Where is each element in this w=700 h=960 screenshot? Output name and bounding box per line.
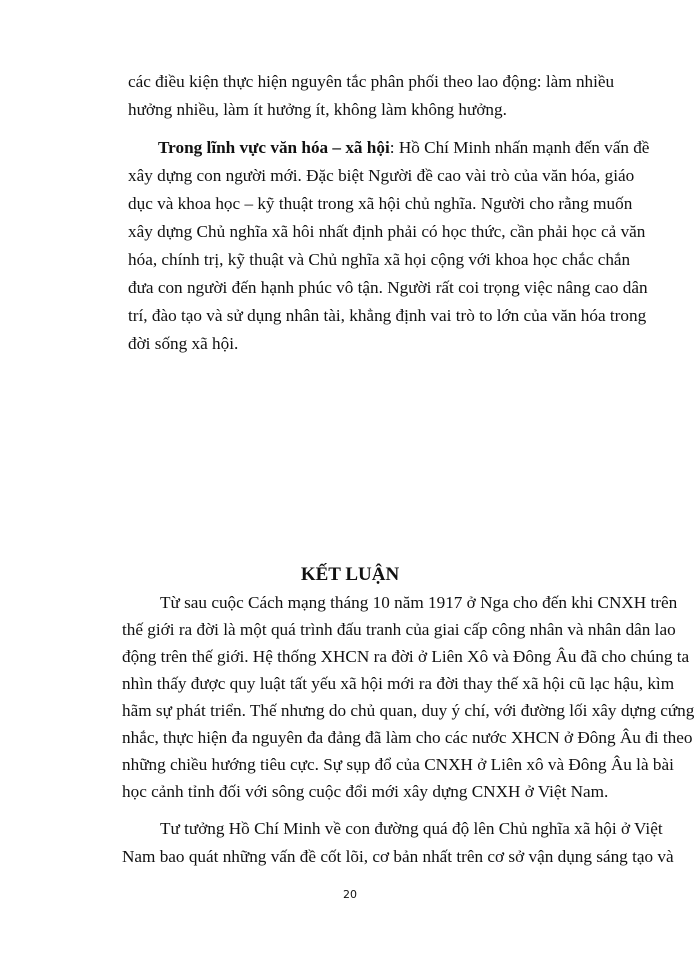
bold-lead: Trong lĩnh vực văn hóa – xã hội (158, 138, 390, 157)
paragraph-line: nhắc, thực hiện đa nguyên đa đảng đã làm cho các nước XHCN ở Đông Âu đi theo (122, 728, 693, 747)
paragraph-line: những chiều hướng tiêu cực. Sự sụp đổ của CNXH ở Liên xô và Đông Âu là bài (122, 755, 674, 774)
paragraph-line: xây dựng con người mới. Đặc biệt Người đề cao vài trò của văn hóa, giáo (128, 166, 635, 185)
paragraph-line: hóa, chính trị, kỹ thuật và Chủ nghĩa xã họi cộng với khoa học chắc chắn (128, 250, 631, 269)
paragraph-line: hưởng nhiều, làm ít hưởng ít, không làm không hưởng. (128, 100, 507, 119)
paragraph-line: dục và khoa học – kỹ thuật trong xã hội chủ nghĩa. Người cho rằng muốn (128, 194, 633, 213)
paragraph-line: Từ sau cuộc Cách mạng tháng 10 năm 1917 ở Nga cho đến khi CNXH trên (160, 593, 678, 612)
lead-rest: : Hồ Chí Minh nhấn mạnh đến vấn đề (389, 138, 650, 157)
paragraph-line: Nam bao quát những vấn đề cốt lõi, cơ bản nhất trên cơ sở vận dụng sáng tạo và (122, 847, 674, 866)
paragraph-line: Tư tưởng Hồ Chí Minh về con đường quá độ lên Chủ nghĩa xã hội ở Việt (160, 819, 663, 838)
paragraph-line: các điều kiện thực hiện nguyên tắc phân phối theo lao động: làm nhiều (128, 72, 615, 91)
paragraph-line: học cảnh tỉnh đối với sông cuộc đổi mới xây dựng CNXH ở Việt Nam. (122, 782, 609, 801)
paragraph-line: xây dựng Chủ nghĩa xã hôi nhất định phải có học thức, cần phải học cả văn (128, 222, 646, 241)
paragraph-line: đưa con người đến hạnh phúc vô tận. Người rất coi trọng việc nâng cao dân (128, 278, 648, 297)
paragraph-line: hãm sự phát triển. Thế nhưng do chủ quan, duy ý chí, với đường lối xây dựng cứng (122, 701, 695, 720)
paragraph-line: nhìn thấy được quy luật tất yếu xã hội mới ra đời thay thế xã hội cũ lạc hậu, kìm (122, 674, 675, 693)
paragraph-line: đời sống xã hội. (128, 334, 239, 353)
paragraph-line: trí, đào tạo và sử dụng nhân tài, khẳng định vai trò to lớn của văn hóa trong (128, 306, 647, 325)
paragraph-line: động trên thế giới. Hệ thống XHCN ra đời ở Liên Xô và Đông Âu đã cho chúng ta (122, 647, 690, 666)
section-heading: KẾT LUẬN (300, 564, 400, 585)
paragraph-line: thế giới ra đời là một quá trình đấu tranh của giai cấp công nhân và nhân dân lao (122, 620, 676, 639)
paragraph-lead-line (158, 137, 650, 159)
page-number: 20 (343, 888, 357, 901)
